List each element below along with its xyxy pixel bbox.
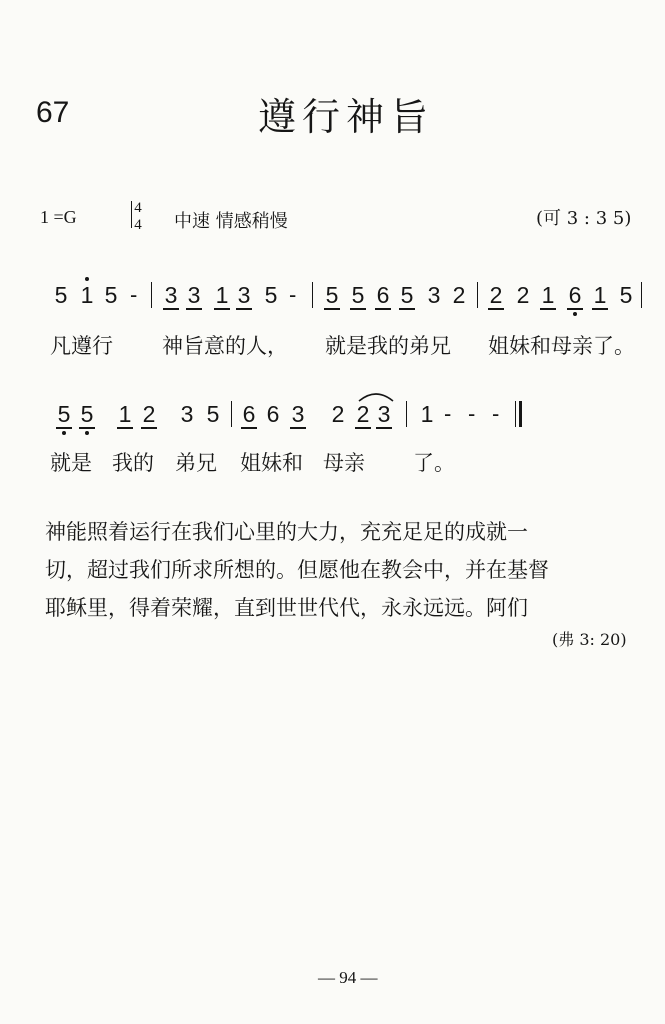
lyric-phrase: 神旨意的人， [162,334,288,358]
lyric-phrase: 弟兄 [175,451,217,475]
note: 6 [374,282,392,308]
note: 5 [104,282,118,308]
note: 2 [140,401,158,427]
lyric-phrase: 了。 [413,451,455,475]
lyric-phrase: 凡遵行 [50,334,113,358]
lyric-phrase: 就是我的弟兄 [325,334,451,358]
note: 3 [427,282,441,308]
note: 1 [213,282,231,308]
time-signature-rule [131,201,132,228]
barline [151,282,152,308]
note: 6 [566,282,584,308]
note: 2 [487,282,505,308]
tempo-marking: 中速 情感稍慢 [174,211,288,232]
notation-line-1 [0,282,665,310]
note: 3 [180,401,194,427]
note: 5 [349,282,367,308]
note: 5 [619,282,633,308]
note: 3 [375,401,393,427]
barline [406,401,407,427]
note: 2 [452,282,466,308]
passage-line: 切，超过我们所求所想的。但愿他在教会中，并在基督 [45,558,549,582]
dash: - [492,401,500,426]
passage-reference: (弗 3: 20) [552,630,627,649]
dash: - [468,401,476,426]
page-number: — 94 — [318,968,378,987]
note: 3 [289,401,307,427]
note: 5 [55,401,73,427]
note: 2 [516,282,530,308]
notation-line-2 [0,401,665,429]
note: 6 [266,401,280,427]
lyric-phrase: 就是 [50,451,92,475]
note: 3 [162,282,180,308]
scripture-reference: (可 3 : 3 5) [536,208,632,229]
note: 3 [235,282,253,308]
key-signature: 1 =G [40,207,77,227]
lyric-phrase: 姐妹和母亲了。 [488,334,635,358]
note: 5 [398,282,416,308]
note: 5 [264,282,278,308]
note: 1 [116,401,134,427]
note: 1 [591,282,609,308]
note: 5 [206,401,220,427]
hymn-number: 67 [36,96,70,129]
slur [356,389,396,403]
dash: - [130,282,138,307]
time-signature-top: 4 [134,200,142,216]
barline [312,282,313,308]
barline [231,401,232,427]
note: 3 [185,282,203,308]
time-signature-bottom: 4 [134,217,142,233]
lyric-phrase: 母亲 [323,451,365,475]
scripture-passage [45,513,645,627]
note: 1 [420,401,434,427]
hymn-title: 遵行神旨 [258,95,435,139]
barline [641,282,642,308]
final-barline-thick [519,401,522,427]
dash: - [289,282,297,307]
note: 2 [331,401,345,427]
time-signature [131,200,145,234]
final-barline [515,401,516,427]
note: 5 [323,282,341,308]
note: 2 [354,401,372,427]
passage-line: 耶稣里，得着荣耀，直到世世代代，永永远远。阿们 [45,596,528,620]
barline [477,282,478,308]
note: 6 [240,401,258,427]
passage-line: 神能照着运行在我们心里的大力，充充足足的成就一 [45,520,528,544]
note: 5 [78,401,96,427]
note: 1 [78,282,96,308]
note: 1 [539,282,557,308]
lyric-phrase: 姐妹和 [240,451,303,475]
note: 5 [54,282,68,308]
lyric-phrase: 我的 [112,451,154,475]
dash: - [444,401,452,426]
